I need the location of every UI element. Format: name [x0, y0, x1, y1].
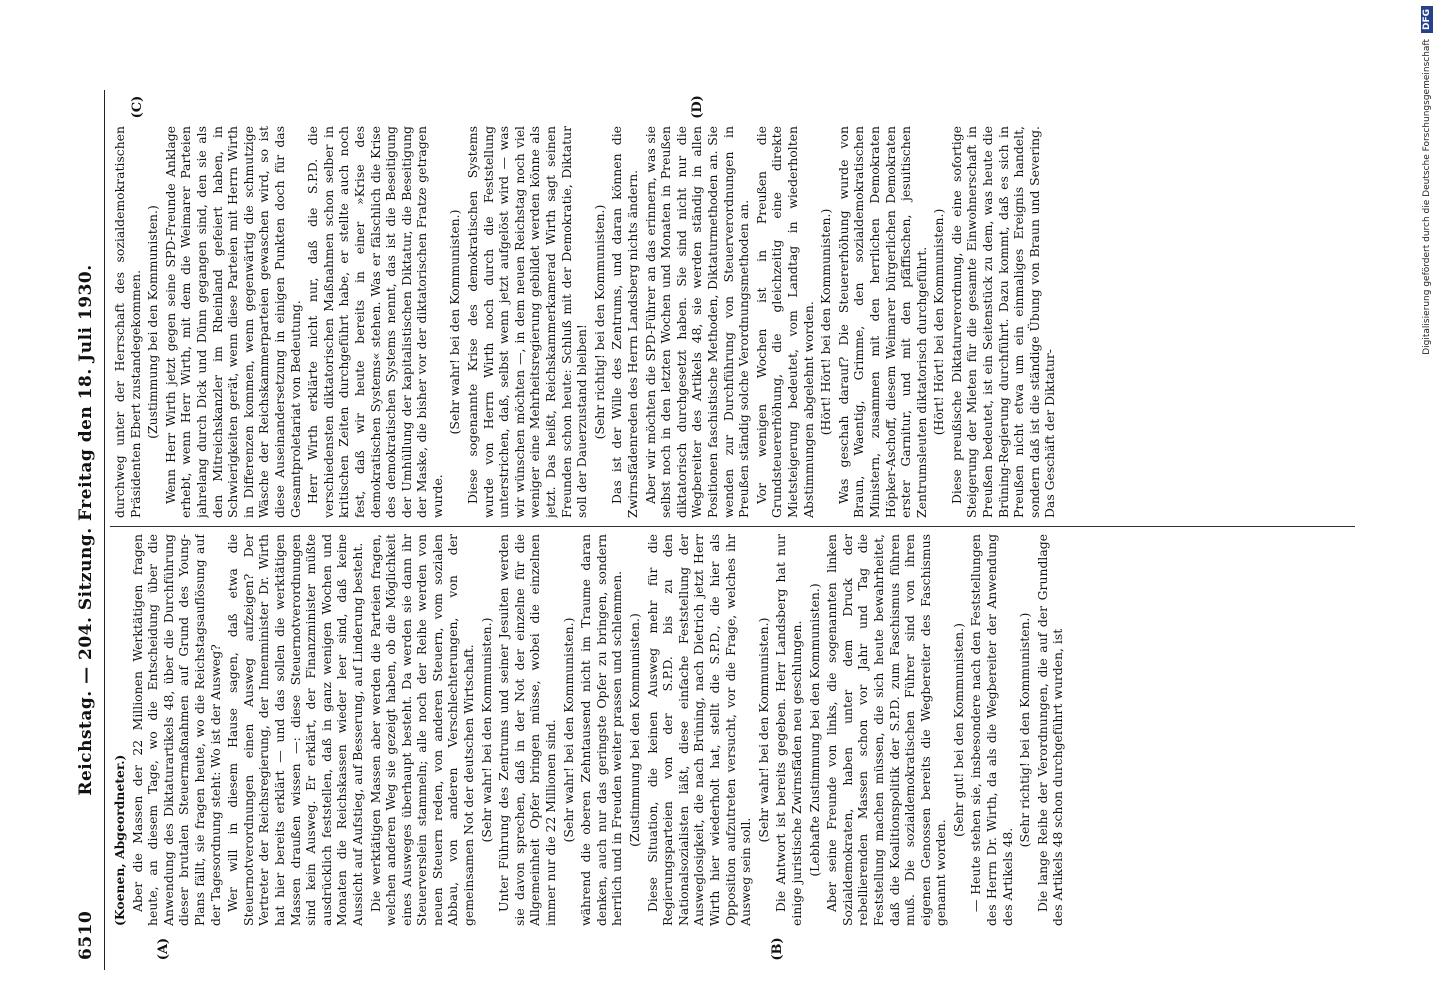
paragraph: Diese Situation, die keinen Ausweg mehr für die Regierungsparteien von der S.P.D. bis zu den Nationalsozialisten läßt, diese einfache Feststellung der Ausweglosigkeit, die nach Brüning, nach Dietrich jetzt Herr Wirth hier wiederholt hat, stellt die S.P.D., die hier als Opposition aufzutreten versucht, vor die Frage, welches ihr Ausweg sein soll.: [644, 534, 754, 926]
margin-marker-c: (C): [130, 95, 145, 119]
paragraph: Das ist der Wille des Zentrums, und daran können die Zwirnsfädenreden des Herrn Landsberg nichts ändern.: [609, 126, 640, 518]
running-title: Reichstag. — 204. Sitzung. Freitag den 18. Juli 1930.: [76, 264, 96, 796]
interjection: (Zustimmung bei den Kommunisten.): [145, 205, 161, 439]
margin-marker-d: (D): [690, 95, 705, 119]
paragraph: Herr Wirth erklärte nicht nur, daß die S.P.D. die verschiedensten diktatorischen Maßnahmen schon selber in kritischen Zeiten durchgeführt habe, er stellte auch noch fest, daß wir heute bereits in einer »Krise des demokratischen Systems« stehen. Was er fälschlich die Krise des demokratischen Systems nennt, das ist die Beseitigung der Umhüllung der kapitalistischen Diktatur, die Beseitigung der Maske, die bisher vor der diktatorischen Fratze getragen wurde.: [305, 126, 445, 518]
interjection: (Sehr wahr! bei den Kommunisten.): [755, 617, 771, 843]
interjection: (Sehr richtig! bei den Kommunisten.): [591, 204, 607, 440]
text-column-right: [112, 126, 1362, 518]
speaker-line: (Koenen, Abgeordneter.): [112, 754, 127, 926]
interjection: (Sehr wahr! bei den Kommunisten.): [447, 209, 463, 435]
paragraph: Diese preußische Diktaturverordnung, die eine sofortige Steigerung der Mieten für die gesamte Einwohnerschaft in Preußen bedeutet, ist ein Seitenstück zu dem, was heute die Brüning-Regierung durchführt. Dazu kommt, daß es sich in Preußen nicht etwa um ein einmaliges Ereignis handelt, sondern daß ist die ständige Übung von Braun und Severing. Das Geschäft der Diktatur-: [948, 126, 1058, 518]
document-page: [70, 90, 1370, 970]
column-divider: [110, 526, 1355, 527]
margin-marker-b: (B): [770, 937, 785, 961]
paragraph: Diese sogenannte Krise des demokratischen Systems wurde von Herrn Wirth noch durch die Feststellung unterstrichen, daß, selbst wenn jetzt aufgelöst wird — was wir wünschen möchten —, in dem neuen Reichstag noch viel weniger eine Mehrheitsregierung gebildet werden könne als jetzt. Das heißt, Reichskammerkamerad Wirth sagt seinen Freunden schon heute: Schluß mit der Demokratie, Diktatur soll der Dauerzustand bleiben!: [465, 126, 590, 518]
paragraph: Wer will in diesem Hause sagen, daß etwa die Steuernotverordnungen einen Ausweg aufzeigen? Der Vertreter der Reichsregierung, der Innenminister Dr. Wirth hat hier bereits erklärt — und das sollen die werktätigen Massen draußen wissen —: diese Steuernotverordnungen sind kein Ausweg. Er erklärt, der Finanzminister müßte ausdrücklich feststellen, daß in ganz wenigen Wochen und Monaten die Reichskassen wieder leer sind, daß keine Aussicht auf Aufstieg, auf Besserung, auf Linderung besteht.: [225, 534, 365, 926]
paragraph: Aber die Massen der 22 Millionen Werktätigen fragen heute, an diesem Tage, wo die Entscheidung über die Anwendung des Diktaturartikels 48, über die Durchführung dieser brutalen Steuermaßnahmen auf Grund des Young-Plans fällt, sie fragen heute, wo die Reichstagsauflösung auf der Tagesordnung steht: Wo ist der Ausweg?: [129, 534, 223, 926]
paragraph: durchweg unter der Herrschaft des sozialdemokratischen Präsidenten Ebert zustandegekommen.: [112, 126, 143, 518]
paragraph: Die werktätigen Massen aber werden die Parteien fragen, welchen anderen Weg sie gezeigt haben, ob die Möglichkeit eines Ausweges überhaupt besteht. Da werden sie dann ihr Steuerverslein stammeln; alle noch der Reihe werden von neuen Steuern reden, von anderen Steuern, vom sozialen Abbau, von anderen Verschlechterungen, von der gemeinsamen Not der deutschen Wirtschaft.: [367, 534, 477, 926]
text-column-left: [112, 534, 1362, 926]
paragraph: Was geschah darauf? Die Steuererhöhung wurde von Braun, Waentig, Grimme, den sozialdemokratischen Ministern, zusammen mit den herrlichen Demokraten Höpker-Aschoff, diesem Weimarer bürgerlichen Demokraten erster Garnitur, und mit den pfäffischen, jesuitischen Zentrumsleuten diktatorisch durchgeführt.: [835, 126, 929, 518]
interjection: (Sehr wahr! bei den Kommunisten.): [478, 617, 494, 843]
paragraph: Die lange Reihe der Verordnungen, die auf der Grundlage des Artikels 48 schon durchgeführt wurden, ist: [1034, 534, 1066, 926]
paragraph: — Heute stehen sie, insbesondere nach den Feststellungen des Herrn Dr. Wirth, da als die Wegbereiter der Anwendung des Artikels 48.: [968, 534, 1015, 926]
page-number: 6510: [76, 910, 96, 960]
paragraph: Die Antwort ist bereits gegeben. Herr Landsberg hat nur einige juristische Zwirnsfäden neu geschlungen.: [773, 534, 804, 926]
paragraph: Aber wir möchten die SPD-Führer an das erinnern, was sie selbst noch in den letzten Wochen und Monaten in Preußen diktatorisch durchgesetzt haben. Sie sind nicht nur die Wegbereiter des Artikels 48, sie werden ständig in allen Positionen faschistische Methoden, Diktaturmethoden an. Sie wenden zur Durchführung von Steuerverordnungen in Preußen ständig solche Verordnungsmethoden an.: [642, 126, 752, 518]
page-header: [70, 90, 105, 970]
margin-marker-a: (A): [156, 937, 171, 961]
interjection: (Sehr gut! bei den Kommunisten.): [950, 623, 966, 837]
interjection: (Lebhafte Zustimmung bei den Kommunisten.): [806, 583, 822, 877]
paragraph: während die oberen Zehntausend nicht im Traume daran denken, auch nur das geringste Opfer zu bringen, sondern herrlich und in Freuden weiter prassen und schlemmen.: [578, 534, 625, 926]
sidebar-text-row: [1416, 6, 1434, 996]
paragraph: Vor wenigen Wochen ist in Preußen die Grundsteuererhöhung, die gleichzeitig eine direkte Mietsteigerung bedeutet, vom Landtag in wiederholten Abstimmungen abgelehnt worden.: [753, 126, 816, 518]
interjection: (Hört! Hört! bei den Kommunisten.): [818, 208, 834, 436]
interjection: (Sehr richtig! bei den Kommunisten.): [1017, 612, 1033, 848]
digitization-credit: Digitalisierung gefördert durch die Deutsche Forschungsgemeinschaft: [1422, 39, 1432, 355]
interjection: (Zustimmung bei den Kommunisten.): [627, 613, 642, 847]
digitization-sidebar: [1416, 6, 1434, 996]
paragraph: Unter Führung des Zentrums und seiner Jesuiten werden sie davon sprechen, daß in der Not der einzelne für die Allgemeinheit Opfer bringen müsse, wobei die einzelnen immer nur die 22 Millionen sind.: [496, 534, 559, 926]
dfg-logo: DFG: [1421, 6, 1433, 33]
paragraph: Wenn Herr Wirth jetzt gegen seine SPD-Freunde Anklage erhebt, wenn Herr Wirth, mit dem die Weimarer Parteien jahrelang durch Dick und Dünn gegangen sind, den sie als den Mitreichskanzler im Rheinland gefeiert haben, in Schwierigkeiten gerät, wenn diese Parteien mit Herrn Wirth in Differenzen kommen, wenn gegenwärtig die schmutzige Wäsche der Reichskammerparteien gewaschen wird, so ist diese Auseinandersetzung in einigen Punkten doch für das Gesamtproletariat von Bedeutung.: [162, 126, 303, 518]
interjection: (Hört! Hört! bei den Kommunisten.): [931, 208, 947, 436]
interjection: (Sehr wahr! bei den Kommunisten.): [560, 617, 576, 843]
paragraph: Aber seine Freunde von links, die sogenannten linken Sozialdemokraten, haben unter dem Druck der rebellierenden Massen schon vor Jahr und Tag die Feststellung machen müssen, die sich heute bewahrheitet, daß die Koalitionspolitik der S.P.D. zum Faschismus führen muß. Die sozialdemokratischen Führer sind von ihren eigenen Genossen bereits die Wegbereiter des Faschismus genannt worden.: [824, 534, 949, 926]
